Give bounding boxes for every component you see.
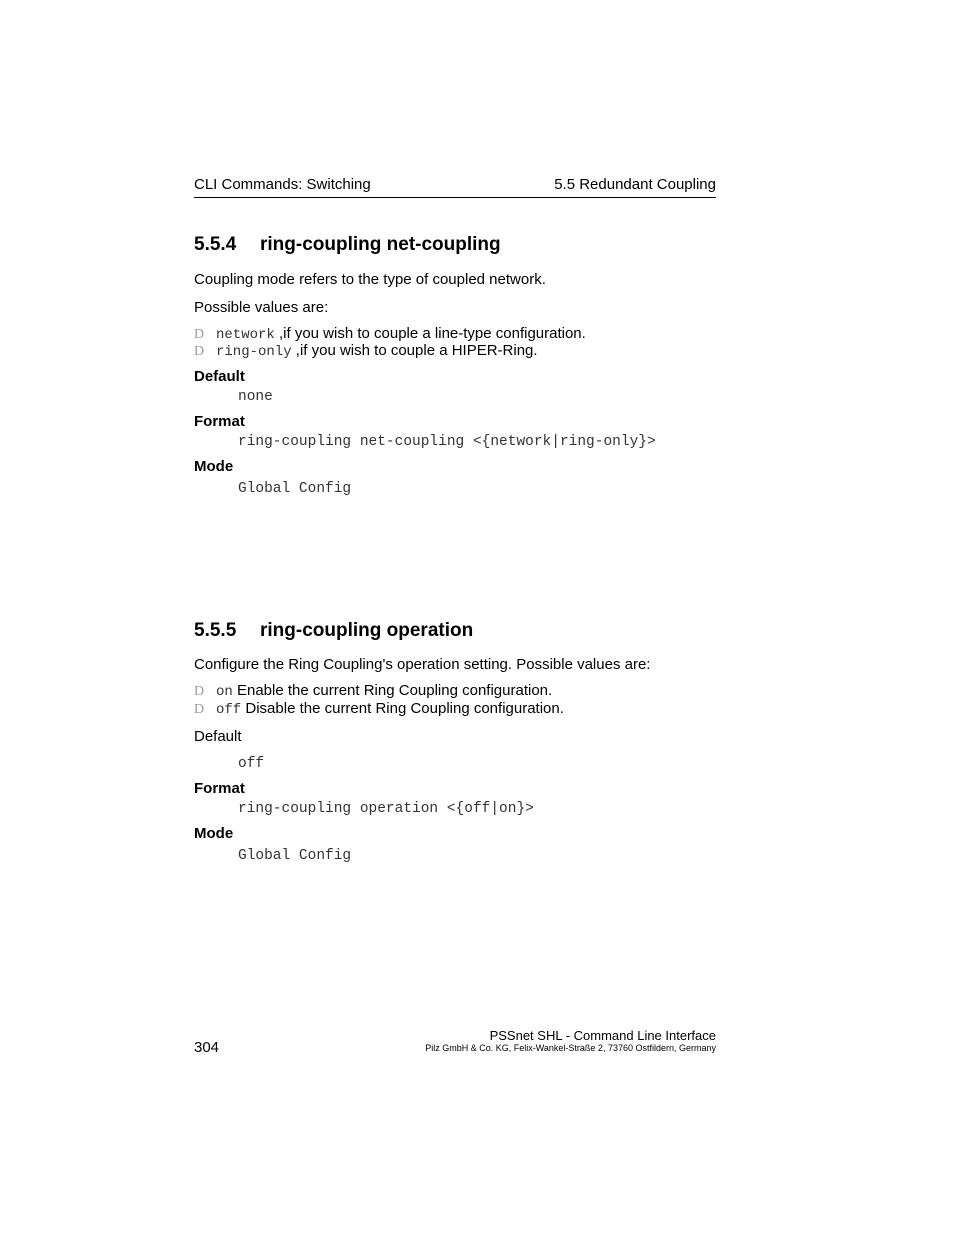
mode-value: Global Config — [238, 481, 352, 497]
format-label: Format — [194, 780, 245, 797]
option-text: Enable the current Ring Coupling configuration. — [232, 682, 553, 699]
default-value: off — [238, 756, 265, 772]
default-label: Default — [194, 728, 242, 745]
section-heading-operation — [194, 620, 473, 642]
option-code: on — [216, 684, 233, 700]
section-title: ring-coupling net-coupling — [260, 234, 501, 255]
bullet-marker: D — [194, 327, 205, 342]
option-code: ring-only — [216, 344, 292, 360]
list-item — [194, 700, 564, 718]
section-number: 5.5.5 — [194, 620, 237, 641]
section-intro-2: Possible values are: — [194, 299, 329, 316]
header-chapter: CLI Commands: Switching — [194, 176, 371, 193]
option-code: network — [216, 327, 275, 343]
footer-address: Pilz GmbH & Co. KG, Felix-Wankel-Straße 2, 73760 Ostfildern, Germany — [425, 1043, 716, 1053]
default-value: none — [238, 389, 273, 405]
list-item — [194, 682, 552, 700]
bullet-marker: D — [194, 344, 205, 359]
section-heading-net-coupling — [194, 234, 501, 256]
list-item — [194, 342, 538, 360]
mode-value: Global Config — [238, 848, 352, 864]
option-text: Disable the current Ring Coupling configuration. — [241, 700, 564, 717]
bullet-marker: D — [194, 702, 205, 717]
section-number: 5.5.4 — [194, 234, 237, 255]
mode-label: Mode — [194, 458, 234, 475]
option-code: off — [216, 702, 242, 718]
footer-title: PSSnet SHL - Command Line Interface — [489, 1028, 716, 1043]
list-item — [194, 325, 586, 343]
bullet-marker: D — [194, 684, 205, 699]
option-text: ,if you wish to couple a HIPER-Ring. — [291, 342, 538, 359]
page-header — [194, 175, 716, 198]
default-label: Default — [194, 368, 245, 385]
header-section: 5.5 Redundant Coupling — [554, 176, 716, 193]
mode-label: Mode — [194, 825, 234, 842]
section-intro: Coupling mode refers to the type of coupled network. — [194, 271, 546, 288]
format-value: ring-coupling net-coupling <{network|ring-only}> — [238, 434, 656, 450]
option-text: ,if you wish to couple a line-type configuration. — [274, 325, 586, 342]
format-value: ring-coupling operation <{off|on}> — [238, 801, 534, 817]
section-intro: Configure the Ring Coupling's operation setting. Possible values are: — [194, 656, 651, 673]
page-number: 304 — [194, 1039, 220, 1056]
section-title: ring-coupling operation — [260, 620, 474, 641]
format-label: Format — [194, 413, 245, 430]
